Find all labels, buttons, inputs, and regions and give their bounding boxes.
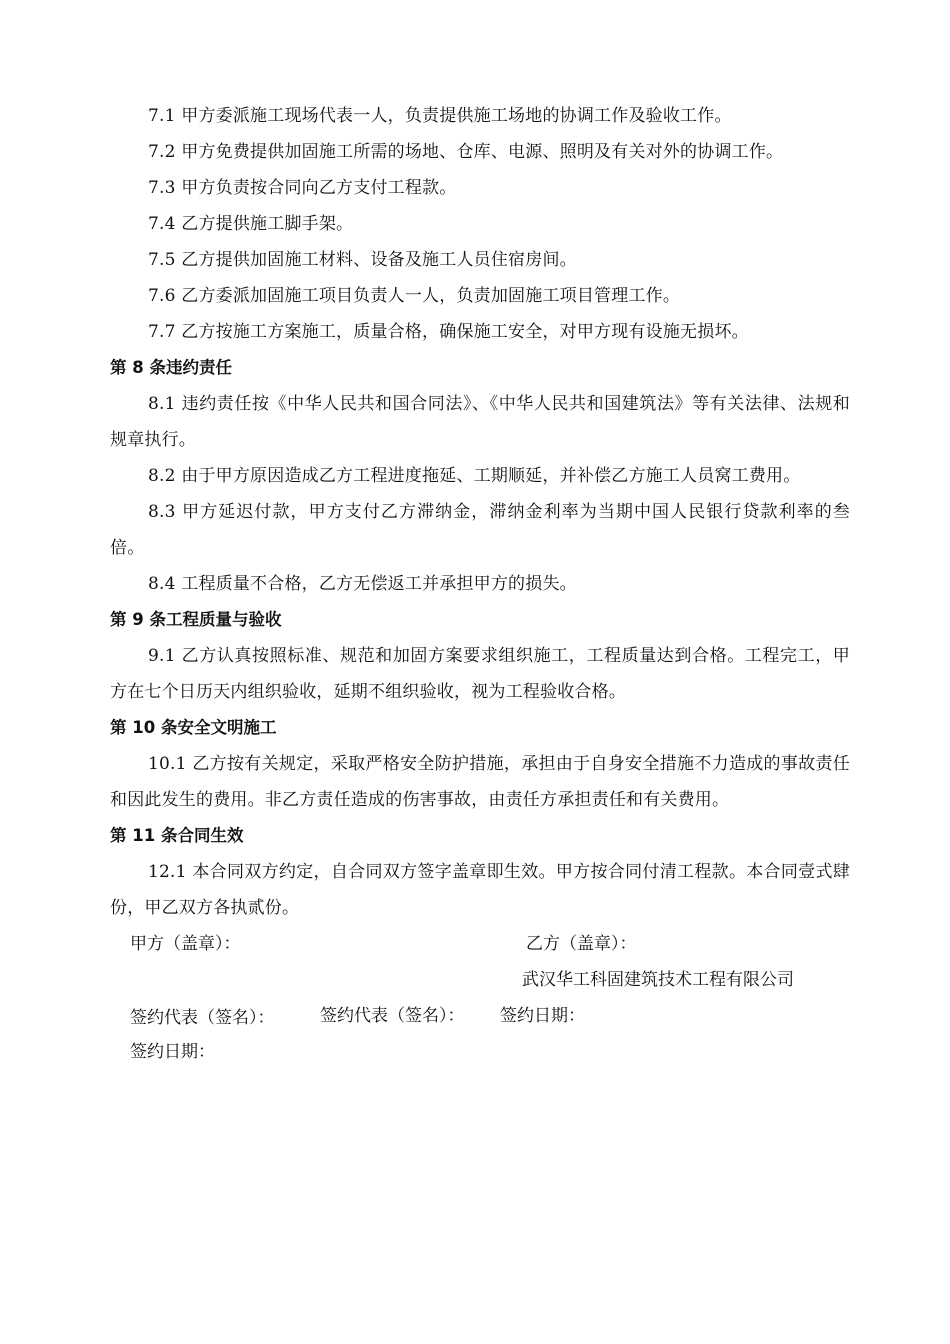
article-10-heading: 第 10 条安全文明施工 (110, 718, 277, 737)
clause-9-1: 9.1 乙方认真按照标准、规范和加固方案要求组织施工，工程质量达到合格。工程完工，甲方在七个日历天内组织验收，延期不组织验收，视为工程验收合格。 (110, 646, 850, 702)
article-11-section (110, 818, 850, 926)
article-7-section (110, 98, 850, 350)
clause-7-7: 7.7 乙方按施工方案施工，质量合格，确保施工安全，对甲方现有设施无损坏。 (148, 322, 749, 342)
party-b-date-label: 签约日期： (500, 1006, 585, 1026)
party-a-seal-label: 甲方（盖章）： (130, 934, 241, 954)
article-11-heading: 第 11 条合同生效 (110, 826, 244, 845)
seal-row (110, 926, 850, 962)
clause-7-4: 7.4 乙方提供施工脚手架。 (148, 214, 354, 234)
clause-12-1: 12.1 本合同双方约定，自合同双方签字盖章即生效。甲方按合同付清工程款。本合同壹式肆份，甲乙双方各执贰份。 (110, 862, 850, 918)
clause-7-6: 7.6 乙方委派加固施工项目负责人一人，负责加固施工项目管理工作。 (148, 286, 681, 306)
article-9-section (110, 602, 850, 710)
article-8-section (110, 350, 850, 602)
article-10-section (110, 710, 850, 818)
clause-8-4: 8.4 工程质量不合格，乙方无偿返工并承担甲方的损失。 (148, 574, 577, 594)
party-a-representative-label: 签约代表（签名）： (130, 1008, 275, 1028)
party-a-date-label: 签约日期： (130, 1042, 215, 1062)
clause-8-3: 8.3 甲方延迟付款，甲方支付乙方滞纳金，滞纳金利率为当期中国人民银行贷款利率的叁倍。 (110, 502, 850, 558)
article-8-heading: 第 8 条违约责任 (110, 358, 232, 377)
clause-7-2: 7.2 甲方免费提供加固施工所需的场地、仓库、电源、照明及有关对外的协调工作。 (148, 142, 784, 162)
clause-8-2: 8.2 由于甲方原因造成乙方工程进度拖延、工期顺延，并补偿乙方施工人员窝工费用。 (148, 466, 801, 486)
company-row (110, 962, 850, 998)
party-b-seal-label: 乙方（盖章）： (526, 934, 637, 954)
clause-8-1: 8.1 违约责任按《中华人民共和国合同法》、《中华人民共和国建筑法》等有关法律、法规和规章执行。 (110, 394, 850, 450)
article-9-heading: 第 9 条工程质量与验收 (110, 610, 282, 629)
party-b-company-name: 武汉华工科固建筑技术工程有限公司 (522, 970, 794, 990)
clause-7-3: 7.3 甲方负责按合同向乙方支付工程款。 (148, 178, 457, 198)
representative-row (110, 998, 850, 1034)
date-row (110, 1034, 850, 1070)
clause-7-5: 7.5 乙方提供加固施工材料、设备及施工人员住宿房间。 (148, 250, 577, 270)
contract-page (110, 98, 850, 1070)
clause-7-1: 7.1 甲方委派施工现场代表一人，负责提供施工场地的协调工作及验收工作。 (148, 106, 732, 126)
clause-10-1: 10.1 乙方按有关规定，采取严格安全防护措施，承担由于自身安全措施不力造成的事故责任和因此发生的费用。非乙方责任造成的伤害事故，由责任方承担责任和有关费用。 (110, 754, 850, 810)
signature-block (110, 926, 850, 1070)
party-b-representative-label: 签约代表（签名）： (320, 1006, 465, 1026)
